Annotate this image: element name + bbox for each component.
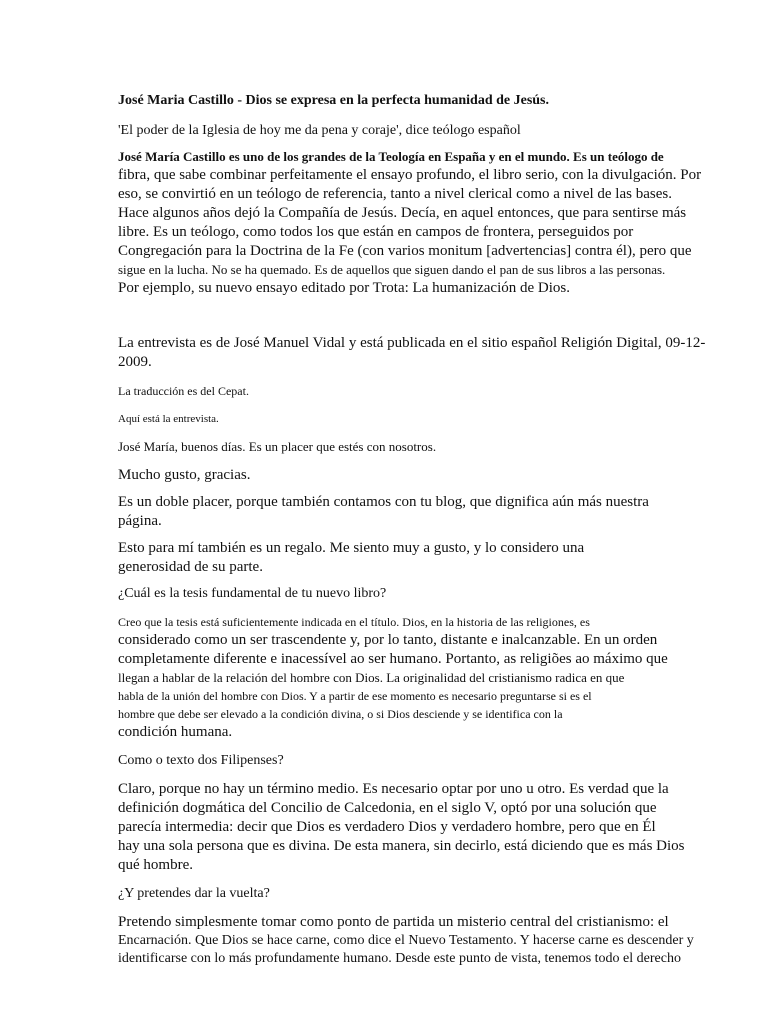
answer-2-line: habla de la unión del hombre con Dios. Y a partir de ese momento es necesario preguntarse si es el [118,689,592,703]
intro-line: José María Castillo es uno de los grandes de la Teología en España y en el mundo. Es un teólogo de [118,149,664,164]
translation-note: La traducción es del Cepat. [118,384,249,398]
answer-2-line: considerado como un ser trascendente y, por lo tanto, distante e inalcanzable. En un orden [118,632,658,648]
answer-3-line: hay una sola persona que es divina. De esta manera, sin decirlo, está diciendo que es más Dios [118,838,685,854]
answer-1-line: generosidad de su parte. [118,559,263,575]
question-4: ¿Y pretendes dar la vuelta? [118,886,270,901]
intro-line: Hace algunos años dejó la Compañía de Jesús. Decía, en aquel entonces, que para sentirse más [118,205,687,221]
question-1-line: Es un doble placer, porque también contamos con tu blog, que dignifica aún más nuestra [118,494,649,510]
answer-4-line: Pretendo simplesmente tomar como ponto de partida un misterio central del cristianismo: el [118,914,669,930]
intro-line: Congregación para la Doctrina de la Fe (con varios monitum [advertencias] contra él), pero que [118,243,692,259]
document-page [118,92,706,968]
source-line: 2009. [118,354,152,370]
document-subtitle: 'El poder de la Iglesia de hoy me da pena y coraje', dice teólogo español [118,123,521,138]
interview-intro: Aquí está la entrevista. [118,413,219,425]
answer-2-line: llegan a hablar de la relación del hombre con Dios. La originalidad del cristianismo radica en que [118,670,625,685]
intro-line: sigue en la lucha. No se ha quemado. Es de aquellos que siguen dando el pan de sus libros a las personas. [118,262,666,277]
question-1-line: página. [118,513,162,529]
question-3: Como o texto dos Filipenses? [118,753,284,768]
answer-3 [118,780,685,875]
answer-3-line: parecía intermedia: decir que Dios es verdadero Dios y verdadero hombre, pero que en Él [118,819,656,835]
intro-line: libre. Es un teólogo, como todos los que están en campos de frontera, perseguidos por [118,224,634,240]
answer-2-line: condición humana. [118,724,233,740]
greeting-question: José María, buenos días. Es un placer que estés con nosotros. [118,439,437,454]
answer-2-line: Creo que la tesis está suficientemente indicada en el título. Dios, en la historia de las religiones, es [118,615,590,629]
intro-line: Por ejemplo, su nuevo ensayo editado por Trota: La humanización de Dios. [118,280,570,296]
answer-2-line: completamente diferente e inacessível ao ser humano. Portanto, as religiões ao máximo que [118,651,668,667]
answer-4 [118,913,694,968]
answer-1 [118,539,666,577]
answer-2 [118,613,666,742]
intro-paragraph [118,148,702,298]
answer-4-line: identificarse con lo más profundamente humano. Desde este punto de vista, tenemos todo el derecho [118,951,681,966]
answer-3-line: Claro, porque no hay un término medio. Es necesario optar por uno u otro. Es verdad que la [118,781,669,797]
question-2: ¿Cuál es la tesis fundamental de tu nuevo libro? [118,586,387,601]
source-line: La entrevista es de José Manuel Vidal y está publicada en el sitio español Religión Digital, 09-12- [118,335,706,351]
answer-1-line: Esto para mí también es un regalo. Me siento muy a gusto, y lo considero una [118,540,585,556]
answer-4-line: Encarnación. Que Dios se hace carne, como dice el Nuevo Testamento. Y hacerse carne es descender y [118,933,694,948]
intro-line: fibra, que sabe combinar perfeitamente el ensayo profundo, el libro serio, con la divulgación. Por [118,167,702,183]
source-paragraph [118,334,706,372]
answer-3-line: definición dogmática del Concilio de Calcedonia, en el siglo V, optó por una solución que [118,800,657,816]
answer-2-line: hombre que debe ser elevado a la condición divina, o si Dios desciende y se identifica con la [118,707,563,721]
answer-3-line: qué hombre. [118,857,193,873]
reply-1: Mucho gusto, gracias. [118,467,251,483]
document-title: José Maria Castillo - Dios se expresa en la perfecta humanidad de Jesús. [118,93,549,108]
intro-line: eso, se convirtió en un teólogo de referencia, tanto a nivel clerical como a nivel de las bases. [118,186,672,202]
question-1 [118,493,666,531]
